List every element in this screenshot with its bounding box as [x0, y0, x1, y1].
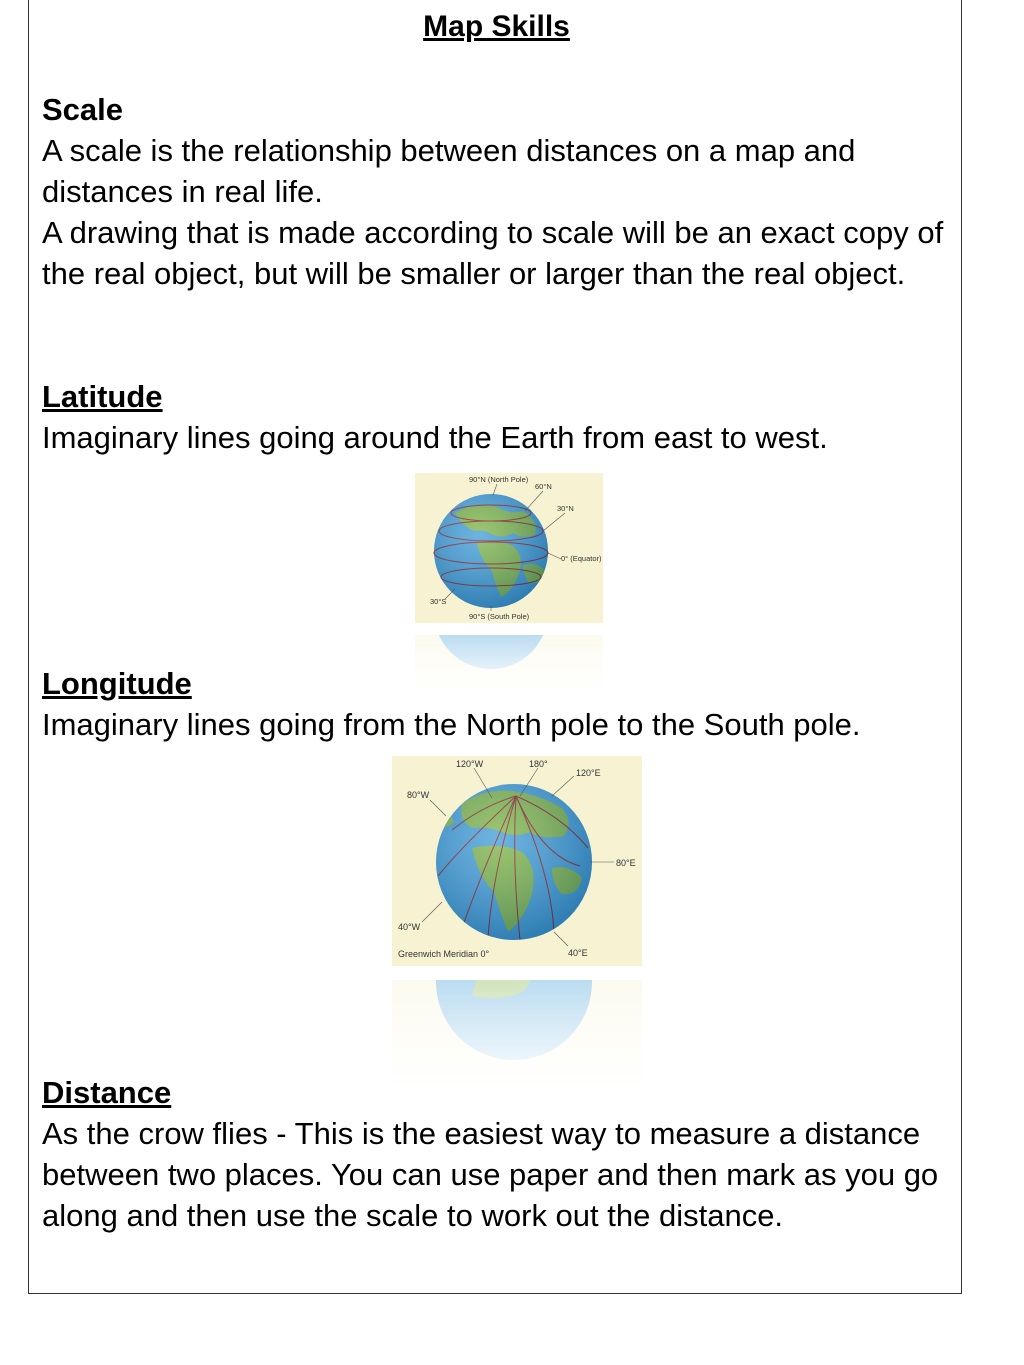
label-30s: 30°S	[430, 597, 447, 606]
label-80e: 80°E	[616, 858, 636, 868]
label-40e: 40°E	[568, 948, 588, 958]
label-north-pole: 90°N (North Pole)	[469, 475, 529, 484]
latitude-section	[42, 376, 952, 458]
longitude-paragraph: Imaginary lines going from the North pole to the South pole.	[42, 707, 861, 742]
label-30n: 30°N	[557, 504, 574, 513]
scale-heading: Scale	[42, 92, 124, 127]
label-120e: 120°E	[576, 768, 601, 778]
label-120w: 120°W	[456, 759, 484, 769]
scale-paragraph-2: A drawing that is made according to scale will be an exact copy of the real object, but will be smaller or larger than the real object.	[42, 215, 944, 291]
scale-paragraph-1: A scale is the relationship between distances on a map and distances in real life.	[42, 133, 856, 209]
latitude-globe-figure	[415, 473, 603, 623]
label-south-pole: 90°S (South Pole)	[469, 612, 530, 621]
label-80w: 80°W	[407, 790, 430, 800]
distance-section	[42, 1072, 952, 1236]
label-greenwich: Greenwich Meridian 0°	[398, 949, 490, 959]
latitude-heading: Latitude	[42, 379, 163, 414]
scale-section	[42, 89, 952, 294]
page-title: Map Skills	[423, 10, 570, 43]
longitude-globe-figure	[392, 756, 642, 966]
longitude-heading: Longitude	[42, 666, 192, 701]
distance-heading: Distance	[42, 1075, 172, 1110]
label-60n: 60°N	[535, 482, 552, 491]
distance-paragraph: As the crow flies - This is the easiest way to measure a distance between two places. You can use paper and then mark as you go along and then use the scale to work out the distance.	[42, 1116, 939, 1233]
label-equator: 0° (Equator)	[561, 554, 602, 563]
latitude-paragraph: Imaginary lines going around the Earth from east to west.	[42, 420, 828, 455]
label-40w: 40°W	[398, 922, 421, 932]
longitude-section	[42, 663, 952, 745]
label-180: 180°	[529, 759, 548, 769]
